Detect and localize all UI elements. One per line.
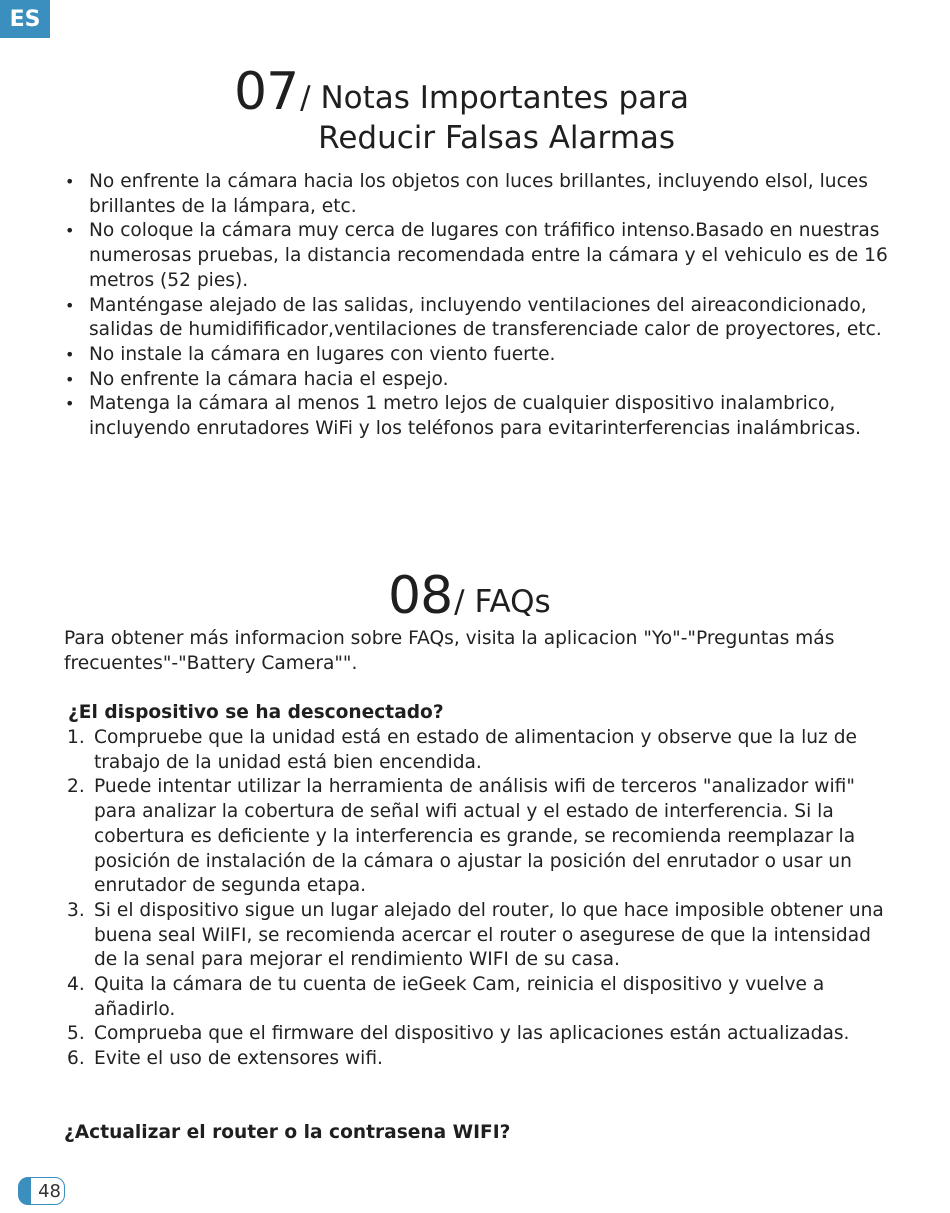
list-item [64,973,899,1022]
language-tab: ES [0,0,50,38]
answer-text: Comprueba que el firmware del dispositivo y las aplicaciones están actualizadas. [94,1023,850,1045]
faq-question-router-password: ¿Actualizar el router o la contrasena WIFI? [64,1122,511,1143]
section-08-heading [388,566,551,626]
list-item: • No enfrente la cámara hacia los objetos con luces brillantes, incluyendo elsol, luces brillantes de la lámpara, etc. [62,170,892,219]
answer-number: 3. [67,899,85,921]
section-07-title-line1: / Notas Importantes para [300,80,689,116]
answer-text: Evite el uso de extensores wifi. [94,1048,383,1070]
answer-number: 4. [67,974,85,996]
section-07-number: 07 [234,62,299,122]
list-item [64,1022,899,1047]
list-item [64,899,899,973]
list-item [64,726,899,775]
list-item: • Manténgase alejado de las salidas, incluyendo ventilaciones del aireacondicionado, salidas de humidifificador,ventilaciones de transferenciade calor de proyectores, etc. [62,294,892,343]
answer-number: 6. [67,1048,85,1070]
answer-number: 2. [67,776,85,798]
list-item [64,1047,899,1072]
answer-text: Compruebe que la unidad está en estado de alimentacion y observe que la luz de trabajo de la unidad está bien encendida. [94,727,857,773]
list-item: • Matenga la cámara al menos 1 metro lejos de cualquier dispositivo inalambrico, incluyendo enrutadores WiFi y los teléfonos para evitarinterferencias inalámbricas. [62,392,892,441]
section-07-title-line2: Reducir Falsas Alarmas [318,120,676,156]
section-07-title [300,78,689,158]
section-08-title: / FAQs [454,584,551,620]
answer-text: Puede intentar utilizar la herramienta de análisis wifi de terceros "analizador wifi" para analizar la cobertura de señal wifi actual y el estado de interferencia. Si la cobertura es deficiente y la interferencia es grande, se recomienda reemplazar la posición de instalación de la cámara o ajustar la posición del enrutador o usar un enrutador de segunda etapa. [94,776,856,897]
list-item: • No enfrente la cámara hacia el espejo. [62,368,892,393]
section-08-number: 08 [388,566,453,626]
answer-number: 1. [67,727,85,748]
answer-number: 5. [67,1023,85,1045]
false-alarm-tips-list [62,170,892,442]
list-item [64,775,899,899]
list-item: • No coloque la cámara muy cerca de lugares con tráfifico intenso.Basado en nuestras numerosas pruebas, la distancia recomendada entre la cámara y el vehiculo es de 16 metros (52 pies). [62,219,892,293]
page-number: 48 [18,1177,65,1205]
faq-intro-text: Para obtener más informacion sobre FAQs, visita la aplicacion "Yo"-"Preguntas más frecuentes"-"Battery Camera"". [64,628,835,674]
faq-answers-list [64,726,899,1072]
list-item: • No instale la cámara en lugares con viento fuerte. [62,343,892,368]
faq-question-disconnected: ¿El dispositivo se ha desconectado? [68,702,444,723]
answer-text: Quita la cámara de tu cuenta de ieGeek Cam, reinicia el dispositivo y vuelve a añadirlo. [94,974,825,1020]
section-07-heading [234,62,689,158]
answer-text: Si el dispositivo sigue un lugar alejado del router, lo que hace imposible obtener una buena seal WiIFI, se recomienda acercar el router o asegurese de que la intensidad de la senal para mejorar el rendimiento WIFI de su casa. [94,899,884,971]
